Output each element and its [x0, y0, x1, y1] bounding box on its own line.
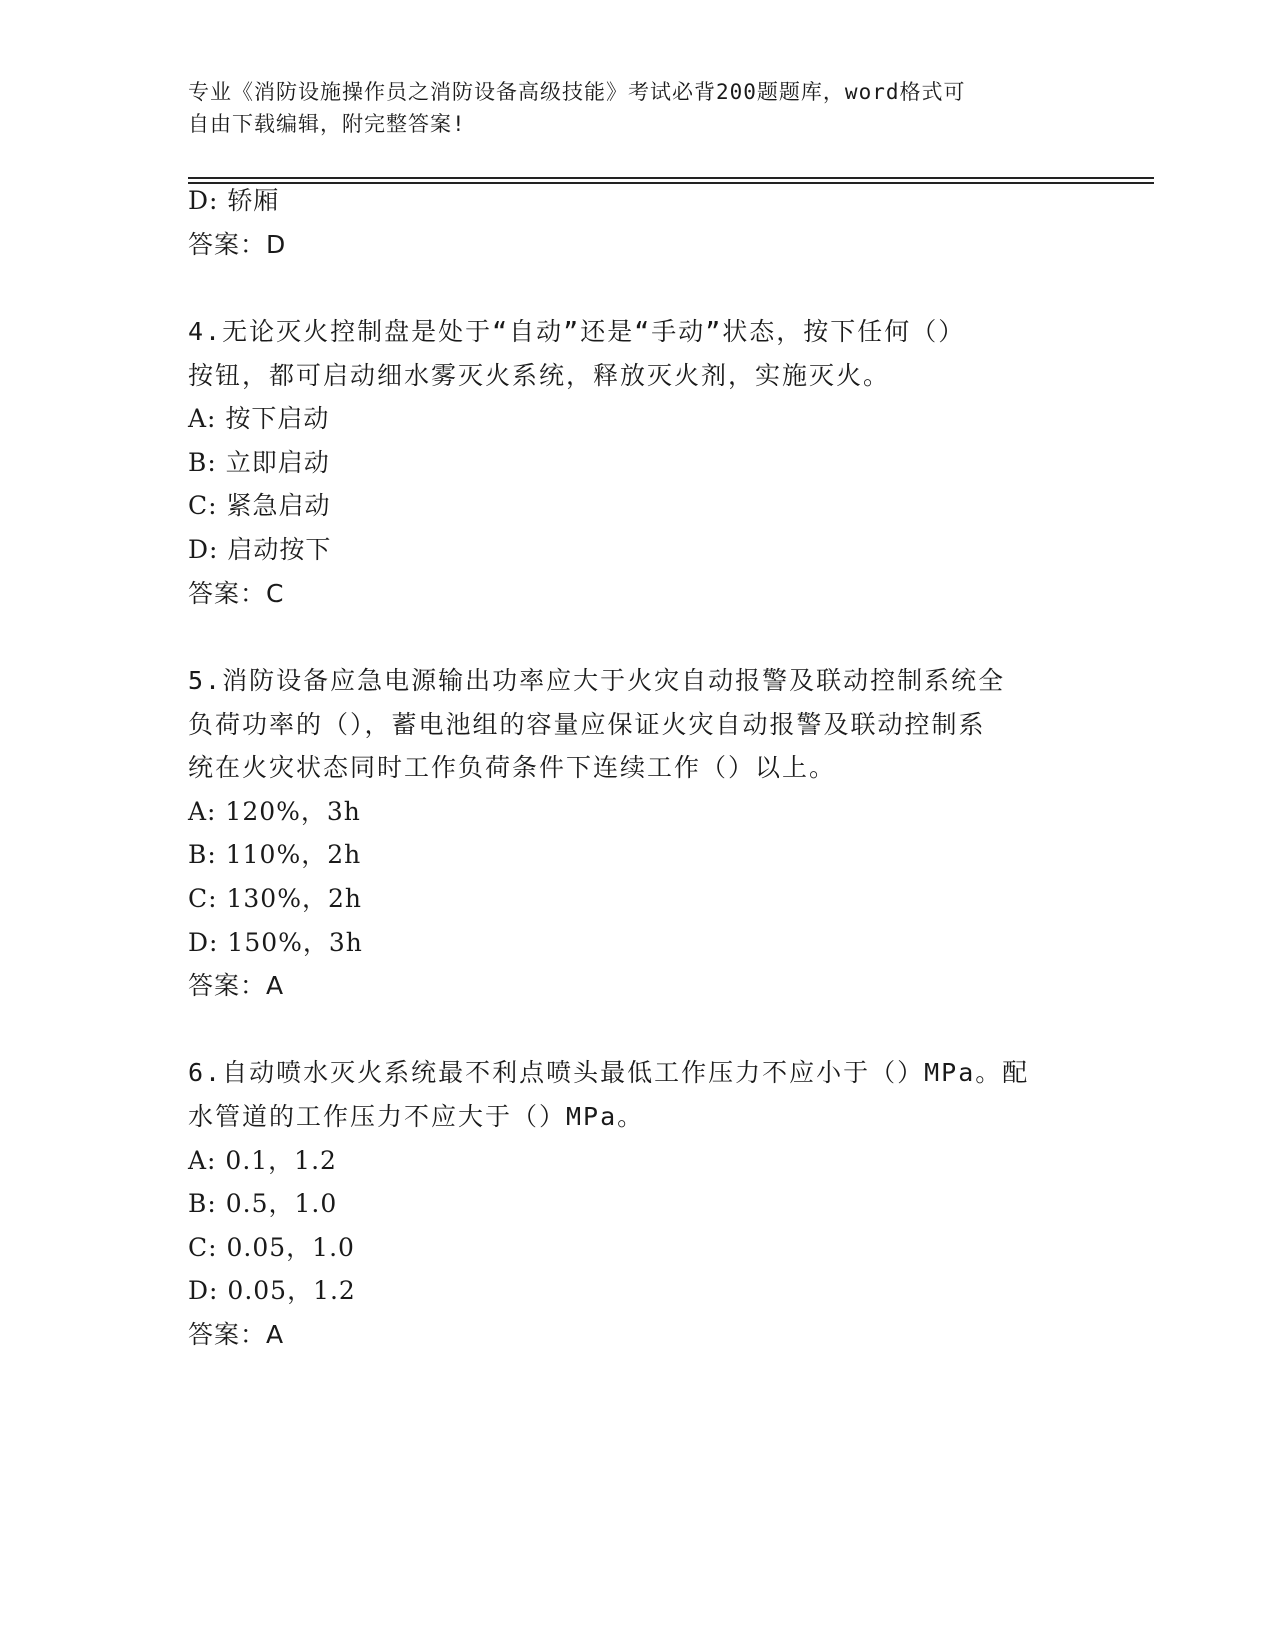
document-header	[188, 76, 1068, 140]
q4-answer: 答案：C	[188, 579, 285, 608]
q3-option-d: D: 轿厢	[188, 186, 280, 215]
q5-option-a: A: 120%，3h	[188, 797, 361, 826]
q4-option-d: D: 启动按下	[188, 535, 332, 564]
q5-answer: 答案：A	[188, 971, 285, 1000]
q4-option-c: C: 紧急启动	[188, 491, 331, 520]
q5-option-c: C: 130%，2h	[188, 884, 362, 913]
header-line-1: 专业《消防设施操作员之消防设备高级技能》考试必背200题题库，word格式可	[188, 80, 966, 104]
q3-answer: 答案：D	[188, 230, 287, 259]
q6-option-c: C: 0.05，1.0	[188, 1233, 355, 1262]
q5-stem-line-2: 负荷功率的（），蓄电池组的容量应保证火灾自动报警及联动控制系	[188, 710, 986, 739]
q4-stem-line-1: 4.无论灭火控制盘是处于“自动”还是“手动”状态，按下任何（）	[188, 317, 966, 346]
q4-option-a: A: 按下启动	[188, 404, 330, 433]
q6-answer: 答案：A	[188, 1320, 285, 1349]
header-divider-top	[188, 177, 1154, 179]
q6-option-b: B: 0.5，1.0	[188, 1189, 338, 1218]
q4-option-b: B: 立即启动	[188, 448, 330, 477]
q5-stem-line-3: 统在火灾状态同时工作负荷条件下连续工作（）以上。	[188, 753, 837, 782]
q5-option-d: D: 150%，3h	[188, 928, 363, 957]
q6-option-d: D: 0.05，1.2	[188, 1276, 356, 1305]
q5-stem-line-1: 5.消防设备应急电源输出功率应大于火灾自动报警及联动控制系统全	[188, 666, 1006, 695]
header-divider-bottom	[188, 182, 1154, 184]
q6-option-a: A: 0.1，1.2	[188, 1146, 337, 1175]
q6-stem-line-1: 6.自动喷水灭火系统最不利点喷头最低工作压力不应小于（）MPa。配	[188, 1058, 1030, 1087]
q6-stem-line-2: 水管道的工作压力不应大于（）MPa。	[188, 1102, 645, 1131]
q4-stem-line-2: 按钮，都可启动细水雾灭火系统，释放灭火剂，实施灭火。	[188, 361, 891, 390]
header-line-2: 自由下载编辑，附完整答案!	[188, 112, 466, 136]
q5-option-b: B: 110%，2h	[188, 840, 362, 869]
